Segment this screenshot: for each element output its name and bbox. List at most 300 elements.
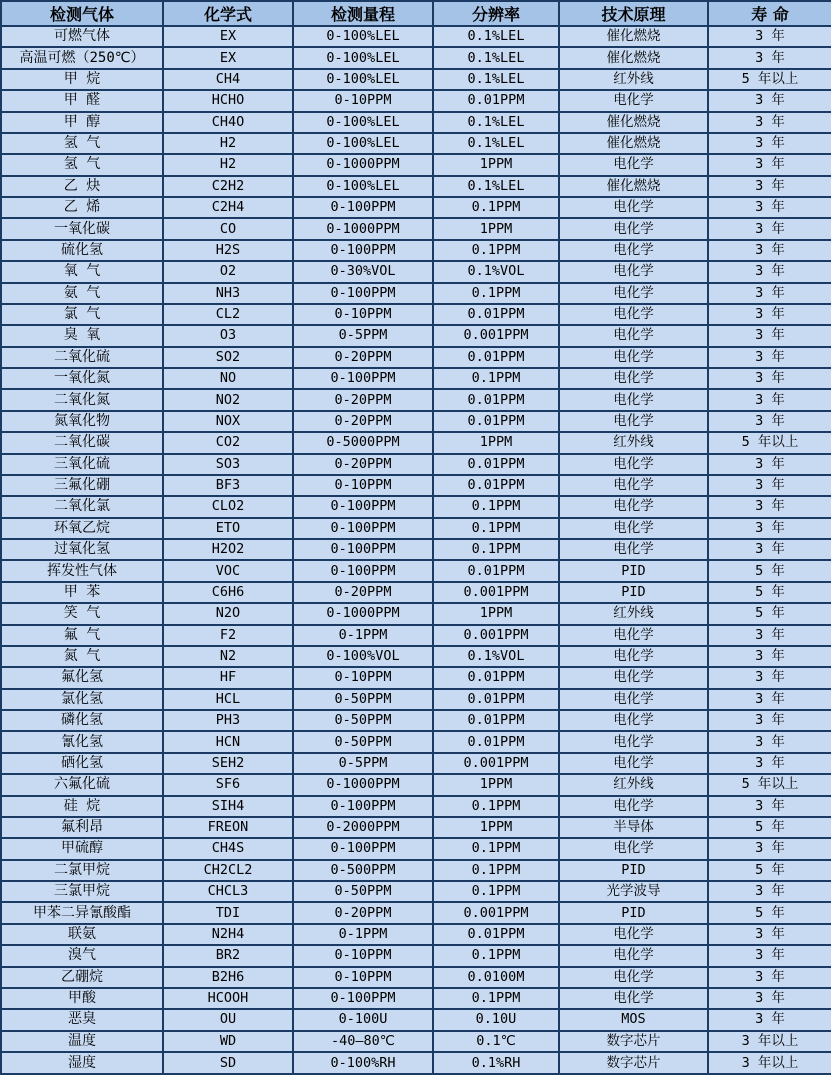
- cell: 0-100PPM: [293, 368, 433, 389]
- column-header-5: 寿 命: [708, 1, 831, 26]
- cell: 二氯甲烷: [1, 860, 163, 881]
- cell: 0-100%LEL: [293, 133, 433, 154]
- cell: 红外线: [559, 774, 708, 795]
- cell: EX: [163, 47, 293, 68]
- cell: 一氧化氮: [1, 368, 163, 389]
- cell: 0.1PPM: [433, 240, 559, 261]
- cell: 0-10PPM: [293, 967, 433, 988]
- cell: 电化学: [559, 411, 708, 432]
- table-row: [1, 689, 831, 710]
- table-row: [1, 218, 831, 239]
- cell: NO: [163, 368, 293, 389]
- cell: FREON: [163, 817, 293, 838]
- cell: 0.10U: [433, 1009, 559, 1030]
- table-row: [1, 496, 831, 517]
- cell: -40—80℃: [293, 1031, 433, 1052]
- cell: 电化学: [559, 518, 708, 539]
- cell: 电化学: [559, 389, 708, 410]
- cell: 0.1PPM: [433, 860, 559, 881]
- cell: 0.01PPM: [433, 924, 559, 945]
- table-row: [1, 945, 831, 966]
- table-row: [1, 261, 831, 282]
- cell: 0.01PPM: [433, 689, 559, 710]
- cell: 甲硫醇: [1, 838, 163, 859]
- column-header-2: 检测量程: [293, 1, 433, 26]
- cell: 乙 烯: [1, 197, 163, 218]
- cell: H2: [163, 133, 293, 154]
- cell: 3 年: [708, 689, 831, 710]
- cell: 3 年: [708, 283, 831, 304]
- cell: 0.1PPM: [433, 197, 559, 218]
- table-row: [1, 924, 831, 945]
- table-row: [1, 197, 831, 218]
- cell: 0-500PPM: [293, 860, 433, 881]
- cell: 0-2000PPM: [293, 817, 433, 838]
- cell: 0.01PPM: [433, 304, 559, 325]
- cell: BF3: [163, 475, 293, 496]
- table-row: [1, 988, 831, 1009]
- cell: 甲苯二异氰酸酯: [1, 902, 163, 923]
- cell: SEH2: [163, 753, 293, 774]
- cell: 0-1000PPM: [293, 774, 433, 795]
- cell: PH3: [163, 710, 293, 731]
- table-row: [1, 432, 831, 453]
- table-row: [1, 967, 831, 988]
- cell: 3 年: [708, 133, 831, 154]
- table-row: [1, 881, 831, 902]
- cell: WD: [163, 1031, 293, 1052]
- cell: C6H6: [163, 582, 293, 603]
- cell: 甲 醇: [1, 112, 163, 133]
- cell: 0.01PPM: [433, 90, 559, 111]
- cell: 挥发性气体: [1, 560, 163, 581]
- cell: 0.1PPM: [433, 368, 559, 389]
- table-body: [1, 26, 831, 1074]
- cell: H2O2: [163, 539, 293, 560]
- cell: 电化学: [559, 646, 708, 667]
- table-row: [1, 154, 831, 175]
- cell: 二氧化氮: [1, 389, 163, 410]
- table-row: [1, 69, 831, 90]
- cell: 0.01PPM: [433, 560, 559, 581]
- table-row: [1, 475, 831, 496]
- cell: 5 年以上: [708, 69, 831, 90]
- cell: 3 年: [708, 945, 831, 966]
- cell: 3 年: [708, 496, 831, 517]
- table-row: [1, 26, 831, 47]
- cell: 5 年: [708, 860, 831, 881]
- cell: 三氟化硼: [1, 475, 163, 496]
- cell: 催化燃烧: [559, 176, 708, 197]
- table-row: [1, 838, 831, 859]
- cell: 0-100%LEL: [293, 47, 433, 68]
- cell: 0-5000PPM: [293, 432, 433, 453]
- table-row: [1, 240, 831, 261]
- cell: 溴气: [1, 945, 163, 966]
- table-row: [1, 625, 831, 646]
- table-row: [1, 411, 831, 432]
- table-row: [1, 325, 831, 346]
- cell: 一氧化碳: [1, 218, 163, 239]
- cell: 3 年: [708, 411, 831, 432]
- cell: 电化学: [559, 838, 708, 859]
- cell: 3 年: [708, 1009, 831, 1030]
- table-row: [1, 560, 831, 581]
- cell: 甲 烷: [1, 69, 163, 90]
- cell: BR2: [163, 945, 293, 966]
- cell: 5 年以上: [708, 774, 831, 795]
- table-row: [1, 90, 831, 111]
- cell: 0.001PPM: [433, 625, 559, 646]
- cell: 5 年: [708, 817, 831, 838]
- cell: 0-10PPM: [293, 475, 433, 496]
- table-row: [1, 133, 831, 154]
- table-row: [1, 902, 831, 923]
- cell: 恶臭: [1, 1009, 163, 1030]
- cell: NO2: [163, 389, 293, 410]
- cell: ETO: [163, 518, 293, 539]
- cell: 电化学: [559, 731, 708, 752]
- cell: 0.01PPM: [433, 411, 559, 432]
- cell: 电化学: [559, 667, 708, 688]
- cell: 3 年: [708, 240, 831, 261]
- cell: HCN: [163, 731, 293, 752]
- cell: PID: [559, 902, 708, 923]
- cell: 0-50PPM: [293, 710, 433, 731]
- cell: 0.1%RH: [433, 1052, 559, 1074]
- cell: 甲 苯: [1, 582, 163, 603]
- cell: CHCL3: [163, 881, 293, 902]
- cell: 高温可燃（250℃）: [1, 47, 163, 68]
- cell: 0-5PPM: [293, 325, 433, 346]
- cell: 1PPM: [433, 817, 559, 838]
- cell: N2: [163, 646, 293, 667]
- cell: 3 年: [708, 475, 831, 496]
- table-row: [1, 454, 831, 475]
- cell: 3 年: [708, 26, 831, 47]
- cell: 0-1000PPM: [293, 218, 433, 239]
- cell: 0.001PPM: [433, 325, 559, 346]
- cell: F2: [163, 625, 293, 646]
- cell: OU: [163, 1009, 293, 1030]
- cell: 电化学: [559, 924, 708, 945]
- cell: 0-30%VOL: [293, 261, 433, 282]
- table-row: [1, 112, 831, 133]
- cell: 3 年: [708, 988, 831, 1009]
- cell: 0-100PPM: [293, 560, 433, 581]
- cell: 三氧化硫: [1, 454, 163, 475]
- cell: 0.01PPM: [433, 667, 559, 688]
- cell: 氟化氢: [1, 667, 163, 688]
- cell: CO2: [163, 432, 293, 453]
- cell: 催化燃烧: [559, 47, 708, 68]
- cell: 0.1PPM: [433, 838, 559, 859]
- cell: 红外线: [559, 603, 708, 624]
- cell: 电化学: [559, 347, 708, 368]
- cell: 3 年以上: [708, 1031, 831, 1052]
- cell: 0-100%VOL: [293, 646, 433, 667]
- cell: 电化学: [559, 368, 708, 389]
- cell: MOS: [559, 1009, 708, 1030]
- cell: 0-100%LEL: [293, 69, 433, 90]
- cell: SIH4: [163, 796, 293, 817]
- cell: 0.01PPM: [433, 710, 559, 731]
- table-row: [1, 539, 831, 560]
- column-header-1: 化学式: [163, 1, 293, 26]
- cell: 1PPM: [433, 603, 559, 624]
- cell: 3 年: [708, 347, 831, 368]
- cell: 5 年: [708, 582, 831, 603]
- cell: HCL: [163, 689, 293, 710]
- table-row: [1, 860, 831, 881]
- cell: 0-10PPM: [293, 90, 433, 111]
- cell: VOC: [163, 560, 293, 581]
- cell: SO2: [163, 347, 293, 368]
- cell: 二氧化硫: [1, 347, 163, 368]
- cell: 0-100PPM: [293, 197, 433, 218]
- cell: 3 年: [708, 881, 831, 902]
- cell: 电化学: [559, 90, 708, 111]
- table-header: [1, 1, 831, 26]
- table-row: [1, 603, 831, 624]
- cell: 电化学: [559, 240, 708, 261]
- cell: 3 年: [708, 753, 831, 774]
- cell: 0-100%LEL: [293, 26, 433, 47]
- cell: 0-20PPM: [293, 411, 433, 432]
- cell: SO3: [163, 454, 293, 475]
- cell: 3 年: [708, 646, 831, 667]
- cell: 电化学: [559, 625, 708, 646]
- cell: 电化学: [559, 283, 708, 304]
- cell: H2S: [163, 240, 293, 261]
- cell: 3 年: [708, 47, 831, 68]
- cell: 3 年: [708, 304, 831, 325]
- cell: 3 年: [708, 796, 831, 817]
- cell: 0-100PPM: [293, 283, 433, 304]
- cell: 3 年: [708, 924, 831, 945]
- column-header-3: 分辨率: [433, 1, 559, 26]
- cell: 二氧化氯: [1, 496, 163, 517]
- cell: 电化学: [559, 539, 708, 560]
- cell: 氟利昂: [1, 817, 163, 838]
- cell: 3 年: [708, 176, 831, 197]
- cell: 3 年: [708, 368, 831, 389]
- cell: 3 年: [708, 261, 831, 282]
- cell: CH4O: [163, 112, 293, 133]
- cell: 氯 气: [1, 304, 163, 325]
- table-row: [1, 817, 831, 838]
- cell: 氮氧化物: [1, 411, 163, 432]
- cell: 联氨: [1, 924, 163, 945]
- cell: 0-20PPM: [293, 389, 433, 410]
- cell: 六氟化硫: [1, 774, 163, 795]
- cell: 3 年: [708, 838, 831, 859]
- cell: 电化学: [559, 218, 708, 239]
- cell: 0-10PPM: [293, 304, 433, 325]
- table-row: [1, 796, 831, 817]
- cell: 氧 气: [1, 261, 163, 282]
- cell: CL2: [163, 304, 293, 325]
- cell: 氰化氢: [1, 731, 163, 752]
- cell: 电化学: [559, 454, 708, 475]
- cell: 氢 气: [1, 133, 163, 154]
- cell: 0-10PPM: [293, 667, 433, 688]
- cell: 0.01PPM: [433, 475, 559, 496]
- cell: 0-1000PPM: [293, 154, 433, 175]
- table-row: [1, 304, 831, 325]
- cell: B2H6: [163, 967, 293, 988]
- cell: 0-50PPM: [293, 881, 433, 902]
- cell: 0.01PPM: [433, 454, 559, 475]
- cell: 催化燃烧: [559, 133, 708, 154]
- cell: 0.1%LEL: [433, 112, 559, 133]
- cell: 过氧化氢: [1, 539, 163, 560]
- table-row: [1, 389, 831, 410]
- cell: 电化学: [559, 945, 708, 966]
- cell: 电化学: [559, 753, 708, 774]
- cell: 0-100%LEL: [293, 112, 433, 133]
- cell: 电化学: [559, 154, 708, 175]
- cell: 3 年: [708, 967, 831, 988]
- cell: 催化燃烧: [559, 26, 708, 47]
- cell: 0.1PPM: [433, 539, 559, 560]
- cell: O3: [163, 325, 293, 346]
- cell: 3 年: [708, 710, 831, 731]
- cell: N2O: [163, 603, 293, 624]
- cell: PID: [559, 560, 708, 581]
- cell: CH4: [163, 69, 293, 90]
- cell: 氨 气: [1, 283, 163, 304]
- cell: 1PPM: [433, 218, 559, 239]
- cell: 0.1%VOL: [433, 646, 559, 667]
- cell: 0-5PPM: [293, 753, 433, 774]
- cell: CH2CL2: [163, 860, 293, 881]
- cell: 电化学: [559, 689, 708, 710]
- cell: 电化学: [559, 325, 708, 346]
- cell: 催化燃烧: [559, 112, 708, 133]
- column-header-0: 检测气体: [1, 1, 163, 26]
- cell: NOX: [163, 411, 293, 432]
- cell: H2: [163, 154, 293, 175]
- table-row: [1, 1031, 831, 1052]
- cell: 红外线: [559, 69, 708, 90]
- cell: 三氯甲烷: [1, 881, 163, 902]
- cell: 1PPM: [433, 432, 559, 453]
- cell: 笑 气: [1, 603, 163, 624]
- cell: 0-100PPM: [293, 496, 433, 517]
- cell: 0-100%RH: [293, 1052, 433, 1074]
- cell: NH3: [163, 283, 293, 304]
- cell: 甲 醛: [1, 90, 163, 111]
- cell: 0.1%LEL: [433, 133, 559, 154]
- cell: 0.01PPM: [433, 347, 559, 368]
- cell: 0-20PPM: [293, 902, 433, 923]
- cell: 0-1000PPM: [293, 603, 433, 624]
- cell: 0-50PPM: [293, 689, 433, 710]
- cell: 0.0100M: [433, 967, 559, 988]
- cell: 氯化氢: [1, 689, 163, 710]
- cell: 数字芯片: [559, 1031, 708, 1052]
- cell: PID: [559, 582, 708, 603]
- cell: TDI: [163, 902, 293, 923]
- cell: 0.001PPM: [433, 902, 559, 923]
- cell: CH4S: [163, 838, 293, 859]
- cell: 3 年: [708, 154, 831, 175]
- cell: 3 年: [708, 197, 831, 218]
- cell: 湿度: [1, 1052, 163, 1074]
- cell: SF6: [163, 774, 293, 795]
- cell: 电化学: [559, 967, 708, 988]
- cell: 5 年: [708, 902, 831, 923]
- cell: 电化学: [559, 197, 708, 218]
- cell: 电化学: [559, 496, 708, 517]
- cell: 电化学: [559, 304, 708, 325]
- cell: 0.1%VOL: [433, 261, 559, 282]
- cell: 0-100PPM: [293, 988, 433, 1009]
- cell: EX: [163, 26, 293, 47]
- cell: 氟 气: [1, 625, 163, 646]
- cell: 0-20PPM: [293, 347, 433, 368]
- cell: 0-100%LEL: [293, 176, 433, 197]
- cell: 3 年: [708, 90, 831, 111]
- table-row: [1, 753, 831, 774]
- cell: 5 年: [708, 560, 831, 581]
- cell: 0.1%LEL: [433, 47, 559, 68]
- cell: 0.1%LEL: [433, 26, 559, 47]
- table-row: [1, 1009, 831, 1030]
- cell: 3 年: [708, 218, 831, 239]
- cell: 1PPM: [433, 154, 559, 175]
- cell: 红外线: [559, 432, 708, 453]
- cell: N2H4: [163, 924, 293, 945]
- cell: C2H2: [163, 176, 293, 197]
- cell: PID: [559, 860, 708, 881]
- table-row: [1, 1052, 831, 1074]
- table-row: [1, 731, 831, 752]
- column-header-4: 技术原理: [559, 1, 708, 26]
- cell: 0.1PPM: [433, 283, 559, 304]
- cell: 3 年: [708, 112, 831, 133]
- cell: 0.001PPM: [433, 753, 559, 774]
- cell: 电化学: [559, 475, 708, 496]
- cell: 电化学: [559, 988, 708, 1009]
- cell: 3 年: [708, 454, 831, 475]
- cell: 硫化氢: [1, 240, 163, 261]
- cell: 0.01PPM: [433, 731, 559, 752]
- cell: 0-20PPM: [293, 454, 433, 475]
- cell: 0.001PPM: [433, 582, 559, 603]
- cell: C2H4: [163, 197, 293, 218]
- cell: 氢 气: [1, 154, 163, 175]
- cell: 数字芯片: [559, 1052, 708, 1074]
- cell: 3 年: [708, 325, 831, 346]
- cell: HF: [163, 667, 293, 688]
- cell: 电化学: [559, 710, 708, 731]
- cell: 臭 氧: [1, 325, 163, 346]
- table-row: [1, 646, 831, 667]
- cell: O2: [163, 261, 293, 282]
- cell: 0.1℃: [433, 1031, 559, 1052]
- cell: 电化学: [559, 796, 708, 817]
- cell: 温度: [1, 1031, 163, 1052]
- cell: 3 年: [708, 731, 831, 752]
- cell: 3 年: [708, 667, 831, 688]
- cell: 3 年: [708, 389, 831, 410]
- cell: 1PPM: [433, 774, 559, 795]
- cell: 0.1PPM: [433, 945, 559, 966]
- cell: 5 年以上: [708, 432, 831, 453]
- cell: 环氧乙烷: [1, 518, 163, 539]
